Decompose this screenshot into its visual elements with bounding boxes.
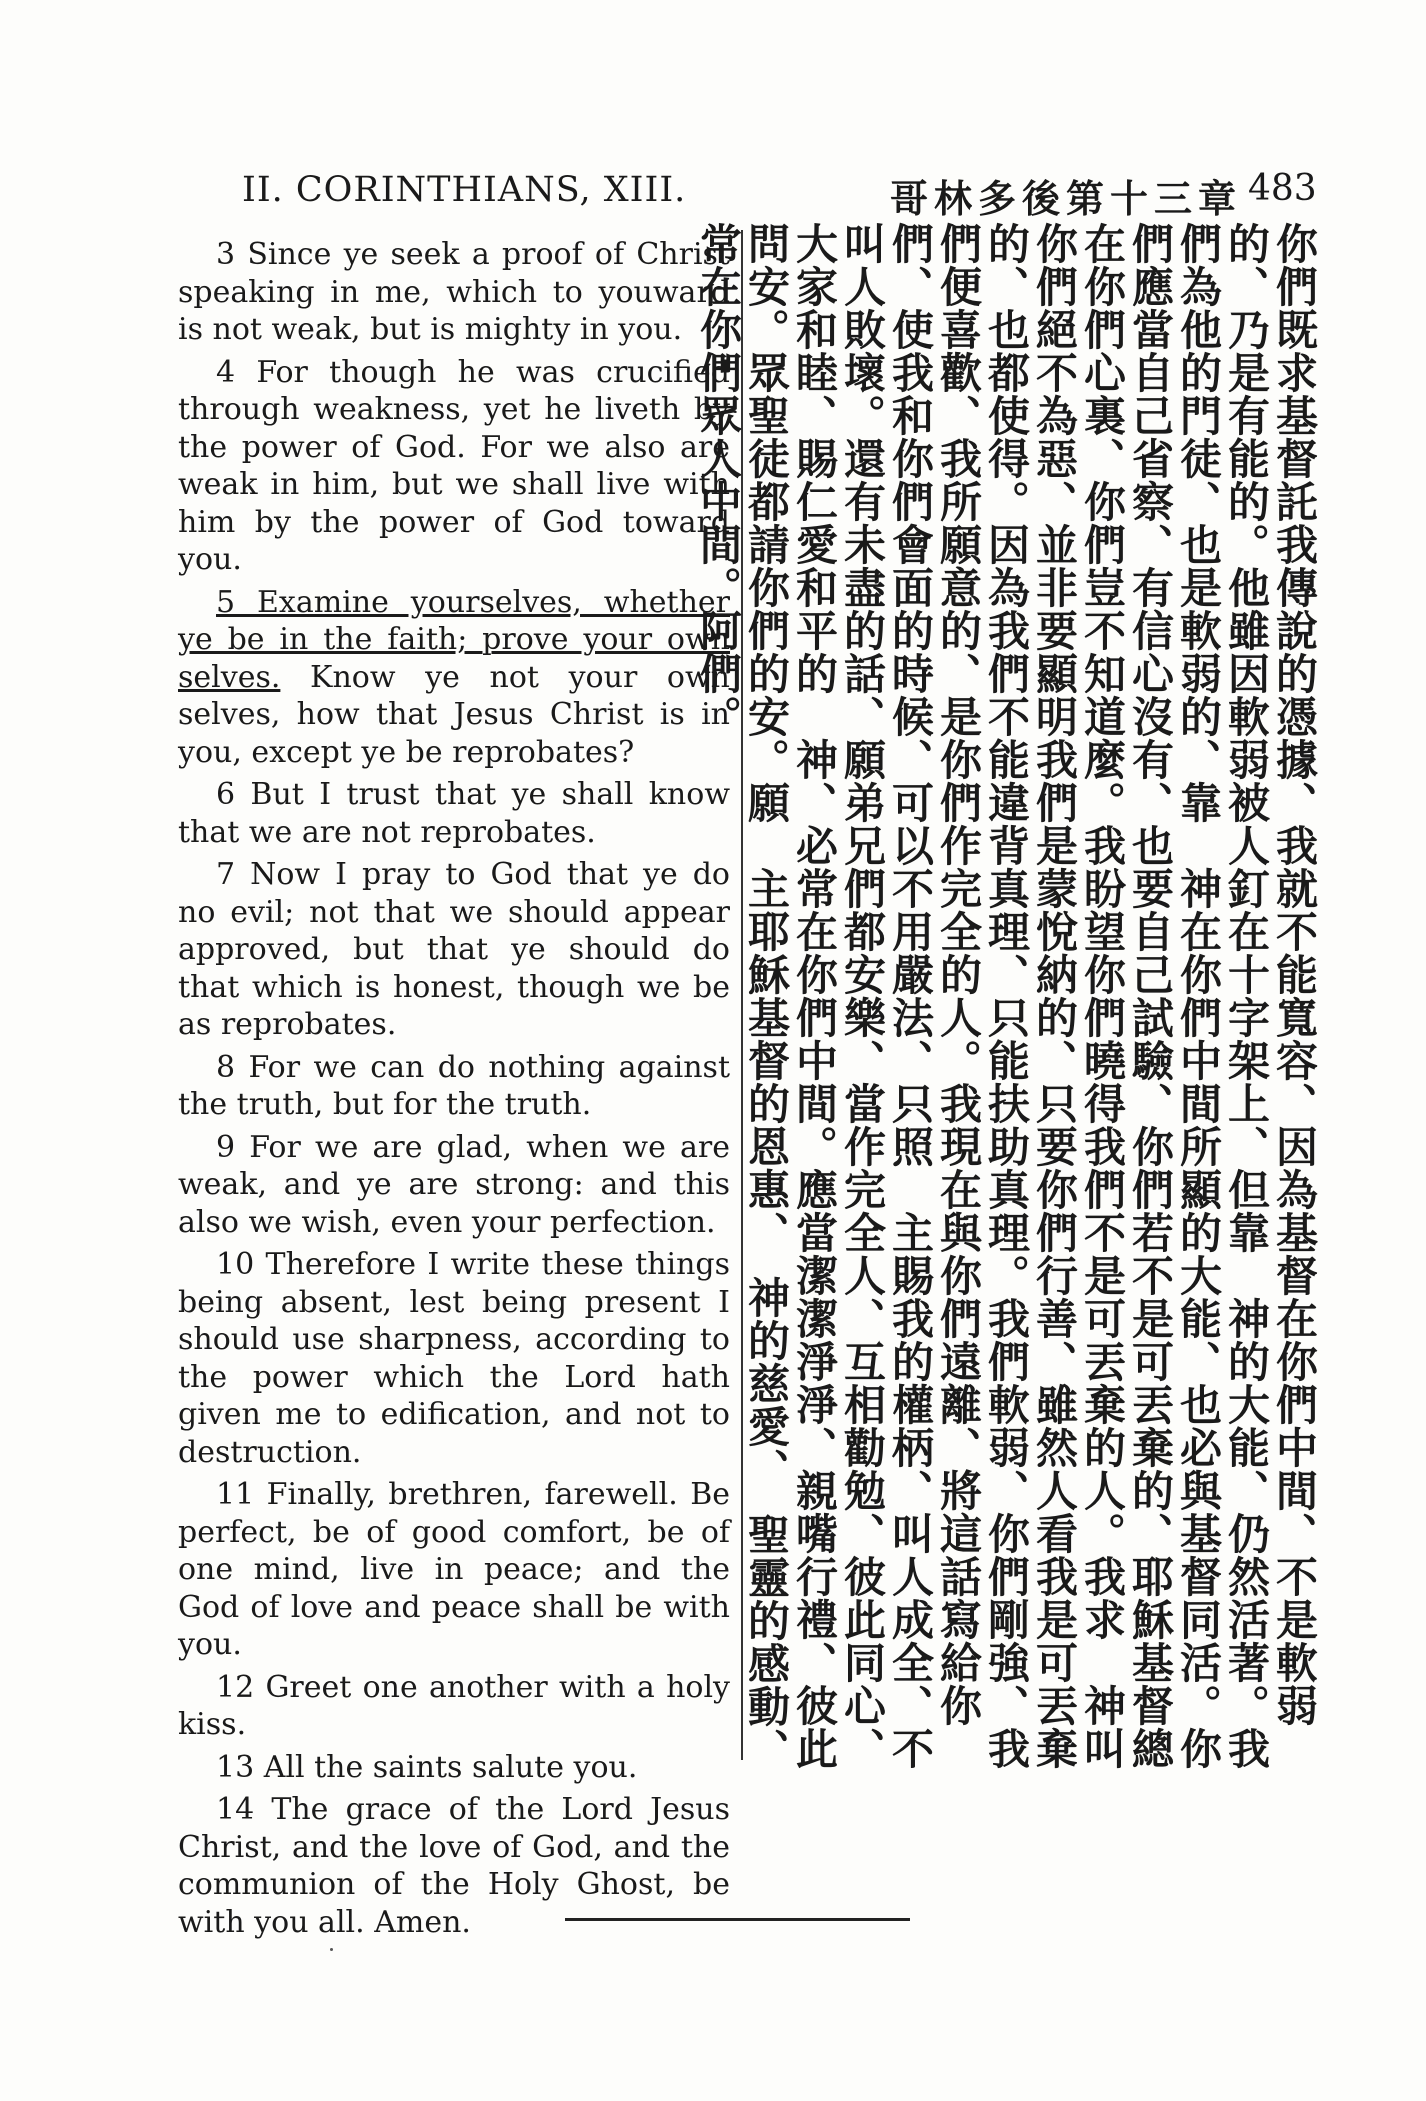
verse-12: 12 Greet one another with a holy kiss. xyxy=(178,1669,730,1742)
verse-10: 10 Therefore I write these things being absent, lest being present I should use sharpness, according to the power which the Lord hath given me to edification, and not to destruction. xyxy=(178,1247,730,1470)
page-number: 483 xyxy=(1248,168,1317,209)
verse-8: 8 For we can do nothing against the truth, but for the truth. xyxy=(178,1049,730,1122)
verse-14: 14 The grace of the Lord Jesus Christ, and the love of God, and the communion of the Holy Ghost, be with you all. Amen. xyxy=(178,1792,730,1940)
verse-5-underlined: 5 Examine yourselves, whether ye be in the faith; prove your own selves. xyxy=(178,584,730,695)
verse-5 xyxy=(178,584,730,772)
english-column xyxy=(178,236,730,1946)
footer-rule xyxy=(565,1918,910,1921)
verse-6: 6 But I trust that ye shall know that we are not reprobates. xyxy=(178,777,730,850)
verse-9: 9 For we are glad, when we are weak, and ye are strong: and this also we wish, even your perfection. xyxy=(178,1129,730,1240)
verse-3: 3 Since ye seek a proof of Christ speaking in me, which to youward is not weak, but is mighty in you. xyxy=(178,237,730,347)
verse-11: 11 Finally, brethren, farewell. Be perfect, be of good comfort, be of one mind, live in peace; and the God of love and peace shall be with you. xyxy=(178,1477,730,1662)
running-header-english: II. CORINTHIANS, XIII. xyxy=(242,170,687,210)
verse-7: 7 Now I pray to God that ye do no evil; not that we should appear approved, but that ye should do that which is honest, though we be as reprobates. xyxy=(178,857,730,1042)
running-header-chinese: 哥林多後第十三章 xyxy=(890,176,1243,221)
verse-5-rest: Know ye not your own selves, how that Jesus Christ is in you, except ye be reprobates? xyxy=(178,659,730,770)
verse-4: 4 For though he was crucified through weakness, yet he liveth by the power of God. For we also are weak in him, but we shall live with him by the power of God toward you. xyxy=(178,354,730,577)
verse-13: 13 All the saints salute you. xyxy=(216,1749,638,1785)
ink-speck xyxy=(330,1948,333,1951)
chinese-column: 你們既求基督託我傳說的憑據、我就不能寬容、因為基督在你們中間、不是軟弱的、乃是有能的。他雖因軟弱被人釘在十字架上、但靠 神的大能、仍然活著。我們為他的門徒、也是軟弱的、靠 神在你們中間所顯的大能、也必與基督同活。你們應當自己省察、有信心沒有、也要自己試驗、你們若不是可丟棄的、耶穌基督總在你們心裏、你們豈不知道麼。我盼望你們曉得我們不是可丟棄的人。我求 神叫你們絕不為惡、並非要顯明我們是蒙悅納的、只要你們行善、雖然人看我是可丟棄的、也都使得。因為我們不能違背真理、只能扶助真理。我們軟弱、你們剛強、我們便喜歡、我所願意的、是你們作完全的人。我現在與你們遠離、將這話寫給你們、使我和你們會面的時候、可以不用嚴法、只照 主賜我的權柄、叫人成全、不叫人敗壞。還有未盡的話、願弟兄們都安樂、當作完全人、互相勸勉、彼此同心、大家和睦、賜仁愛和平的 神、必常在你們中間。應當潔潔淨淨、親嘴行禮、彼此問安。眾聖徒都請你們的安。願 主耶穌基督的恩惠、 神的慈愛、 聖靈的感動、常在你們眾人中間。阿們。 xyxy=(694,222,1319,1771)
